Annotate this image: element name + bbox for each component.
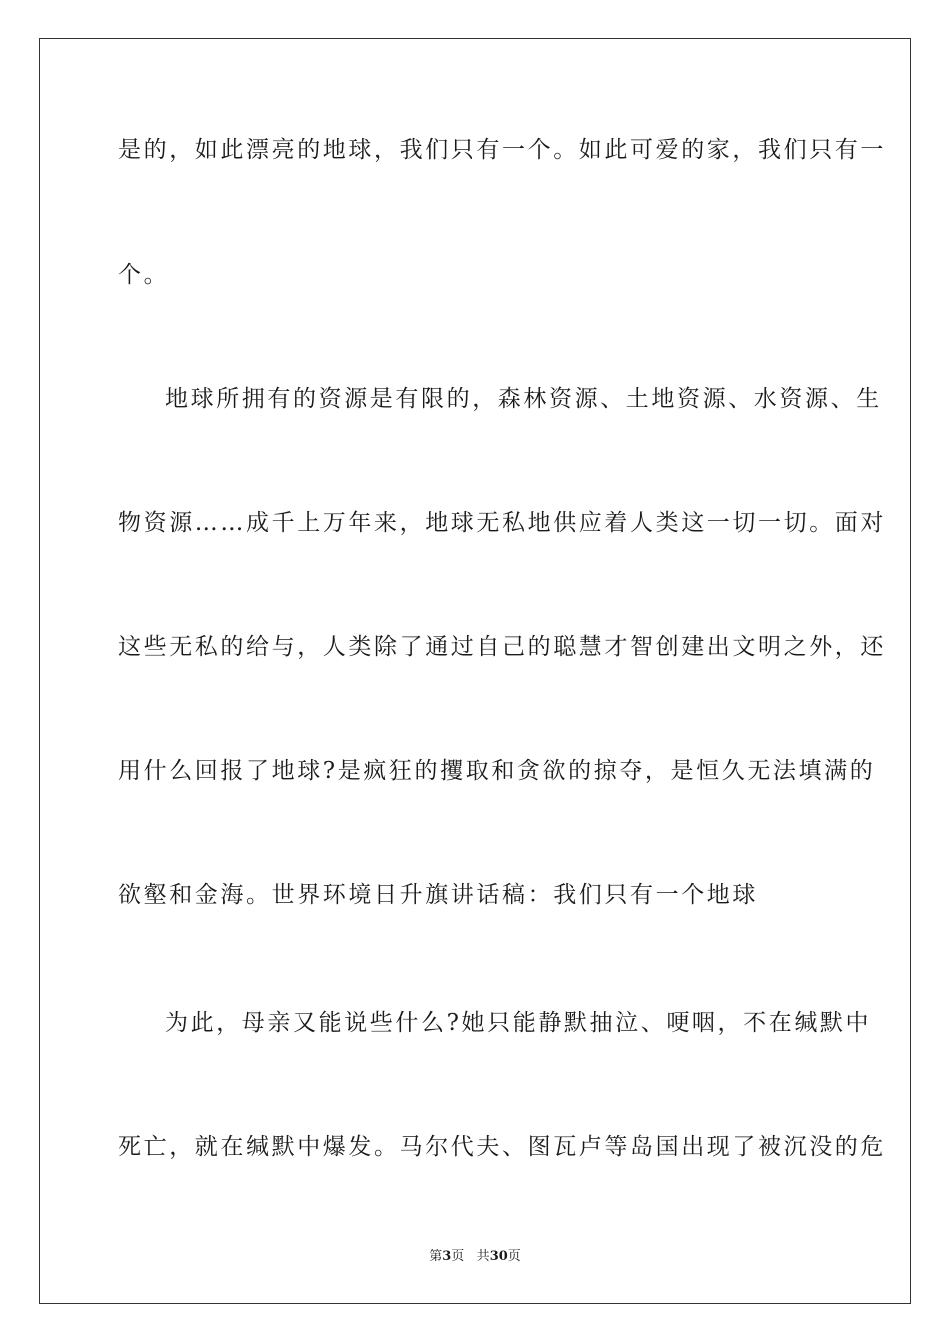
paragraph-start-line: 地球所拥有的资源是有限的，森林资源、土地资源、水资源、生 <box>165 386 882 412</box>
text-line: 是的，如此漂亮的地球，我们只有一个。如此可爱的家，我们只有一 <box>118 137 886 163</box>
total-label-prefix: 共 <box>476 1249 490 1264</box>
page-footer <box>0 1248 950 1266</box>
page-label-suffix: 页 <box>451 1249 465 1264</box>
paragraph-start-line: 为此，母亲又能说些什么?她只能静默抽泣、哽咽，不在缄默中 <box>165 1010 872 1036</box>
text-line: 物资源……成千上万年来，地球无私地供应着人类这一切一切。面对 <box>118 510 886 536</box>
total-label-suffix: 页 <box>507 1249 521 1264</box>
text-line: 死亡，就在缄默中爆发。马尔代夫、图瓦卢等岛国出现了被沉没的危 <box>118 1134 886 1160</box>
current-page-number: 3 <box>442 1249 452 1264</box>
text-line: 欲壑和金海。世界环境日升旗讲话稿：我们只有一个地球 <box>118 882 758 908</box>
text-line: 个。 <box>118 262 170 288</box>
page-label-prefix: 第 <box>429 1249 443 1264</box>
page-border <box>39 38 911 1304</box>
text-line: 这些无私的给与，人类除了通过自己的聪慧才智创建出文明之外，还 <box>118 634 886 660</box>
text-line: 用什么回报了地球?是疯狂的攫取和贪欲的掠夺，是恒久无法填满的 <box>118 758 876 784</box>
total-page-count: 30 <box>489 1249 508 1264</box>
